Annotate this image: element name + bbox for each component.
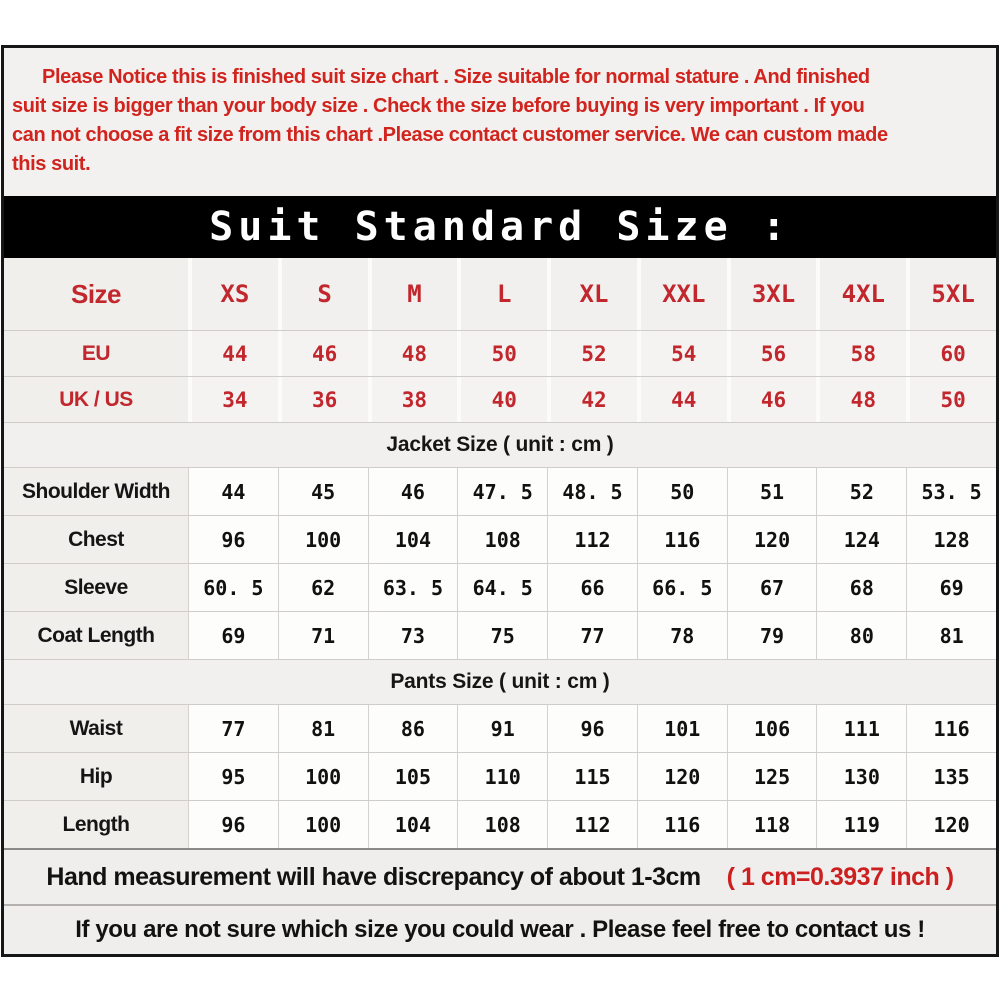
row-label: Chest [4,516,188,563]
eu-row-label: EU [4,331,188,376]
eu-value-cell: 58 [816,331,906,376]
value-cell: 62 [278,564,368,611]
value-cell: 106 [727,705,817,752]
page-title: Suit Standard Size : [209,204,791,250]
size-value-cell: 3XL [727,258,817,330]
ukus-value-cell: 50 [906,377,996,422]
value-cell: 116 [906,705,996,752]
value-cell: 45 [278,468,368,515]
notice-line: Please Notice this is finished suit size chart . Size suitable for normal stature . And finished [42,66,870,88]
ukus-value-cell: 44 [637,377,727,422]
value-cell: 53. 5 [906,468,996,515]
value-cell: 96 [547,705,637,752]
value-cell: 124 [816,516,906,563]
value-cell: 63. 5 [368,564,458,611]
eu-value-cell: 56 [727,331,817,376]
value-cell: 81 [278,705,368,752]
value-cell: 120 [727,516,817,563]
value-cell: 47. 5 [457,468,547,515]
value-cell: 68 [816,564,906,611]
value-cell: 108 [457,516,547,563]
value-cell: 111 [816,705,906,752]
hand-measurement-row [4,848,996,904]
hand-measurement-note: Hand measurement will have discrepancy of about 1-3cm [46,862,701,891]
value-cell: 120 [906,801,996,848]
size-row-label: Size [4,258,188,330]
value-cell: 96 [188,516,278,563]
value-cell: 108 [457,801,547,848]
row-label: Waist [4,705,188,752]
row-label: Shoulder Width [4,468,188,515]
pants-row-hip [4,752,996,800]
value-cell: 77 [188,705,278,752]
value-cell: 112 [547,801,637,848]
value-cell: 52 [816,468,906,515]
value-cell: 73 [368,612,458,659]
ukus-value-cell: 36 [278,377,368,422]
value-cell: 46 [368,468,458,515]
jacket-row-shoulder [4,467,996,515]
value-cell: 91 [457,705,547,752]
jacket-row-sleeve [4,563,996,611]
eu-value-cell: 44 [188,331,278,376]
eu-value-cell: 54 [637,331,727,376]
size-value-cell: 4XL [816,258,906,330]
value-cell: 100 [278,516,368,563]
eu-row [4,330,996,376]
size-value-cell: M [368,258,458,330]
pants-section-header: Pants Size ( unit : cm ) [4,659,996,704]
value-cell: 100 [278,753,368,800]
eu-value-cell: 50 [457,331,547,376]
value-cell: 105 [368,753,458,800]
value-cell: 66. 5 [637,564,727,611]
value-cell: 110 [457,753,547,800]
pants-row-length [4,800,996,848]
value-cell: 125 [727,753,817,800]
value-cell: 67 [727,564,817,611]
notice-line: this suit. [12,153,91,175]
value-cell: 128 [906,516,996,563]
ukus-row [4,376,996,422]
eu-value-cell: 46 [278,331,368,376]
value-cell: 44 [188,468,278,515]
size-chart-sheet [1,45,999,957]
value-cell: 86 [368,705,458,752]
ukus-row-label: UK / US [4,377,188,422]
size-value-cell: XXL [637,258,727,330]
cm-inch-note: ( 1 cm=0.3937 inch ) [726,862,954,891]
value-cell: 79 [727,612,817,659]
pants-row-waist [4,704,996,752]
eu-value-cell: 60 [906,331,996,376]
value-cell: 112 [547,516,637,563]
contact-row [4,904,996,954]
value-cell: 116 [637,516,727,563]
row-label: Length [4,801,188,848]
value-cell: 130 [816,753,906,800]
ukus-value-cell: 38 [368,377,458,422]
notice-line: suit size is bigger than your body size . Check the size before buying is very important . If you [12,95,865,117]
value-cell: 48. 5 [547,468,637,515]
row-label: Sleeve [4,564,188,611]
contact-note: If you are not sure which size you could wear . Please feel free to contact us ! [75,916,925,943]
value-cell: 135 [906,753,996,800]
value-cell: 101 [637,705,727,752]
value-cell: 115 [547,753,637,800]
value-cell: 64. 5 [457,564,547,611]
size-value-cell: L [457,258,547,330]
value-cell: 95 [188,753,278,800]
notice-line: can not choose a fit size from this chart .Please contact customer service. We can custom made [12,124,888,146]
value-cell: 104 [368,516,458,563]
value-cell: 96 [188,801,278,848]
row-label: Coat Length [4,612,188,659]
value-cell: 51 [727,468,817,515]
value-cell: 50 [637,468,727,515]
value-cell: 80 [816,612,906,659]
value-cell: 77 [547,612,637,659]
row-label: Hip [4,753,188,800]
value-cell: 119 [816,801,906,848]
value-cell: 66 [547,564,637,611]
value-cell: 69 [906,564,996,611]
value-cell: 118 [727,801,817,848]
value-cell: 71 [278,612,368,659]
size-header-row [4,258,996,330]
jacket-row-chest [4,515,996,563]
ukus-value-cell: 42 [547,377,637,422]
title-banner [4,196,996,258]
size-value-cell: 5XL [906,258,996,330]
value-cell: 60. 5 [188,564,278,611]
value-cell: 81 [906,612,996,659]
jacket-row-coat-length [4,611,996,659]
ukus-value-cell: 46 [727,377,817,422]
value-cell: 104 [368,801,458,848]
value-cell: 75 [457,612,547,659]
value-cell: 78 [637,612,727,659]
size-value-cell: XS [188,258,278,330]
eu-value-cell: 52 [547,331,637,376]
size-value-cell: XL [547,258,637,330]
ukus-value-cell: 34 [188,377,278,422]
value-cell: 69 [188,612,278,659]
notice-box [4,48,996,196]
ukus-value-cell: 48 [816,377,906,422]
ukus-value-cell: 40 [457,377,547,422]
size-value-cell: S [278,258,368,330]
value-cell: 116 [637,801,727,848]
value-cell: 100 [278,801,368,848]
value-cell: 120 [637,753,727,800]
eu-value-cell: 48 [368,331,458,376]
jacket-section-header: Jacket Size ( unit : cm ) [4,422,996,467]
